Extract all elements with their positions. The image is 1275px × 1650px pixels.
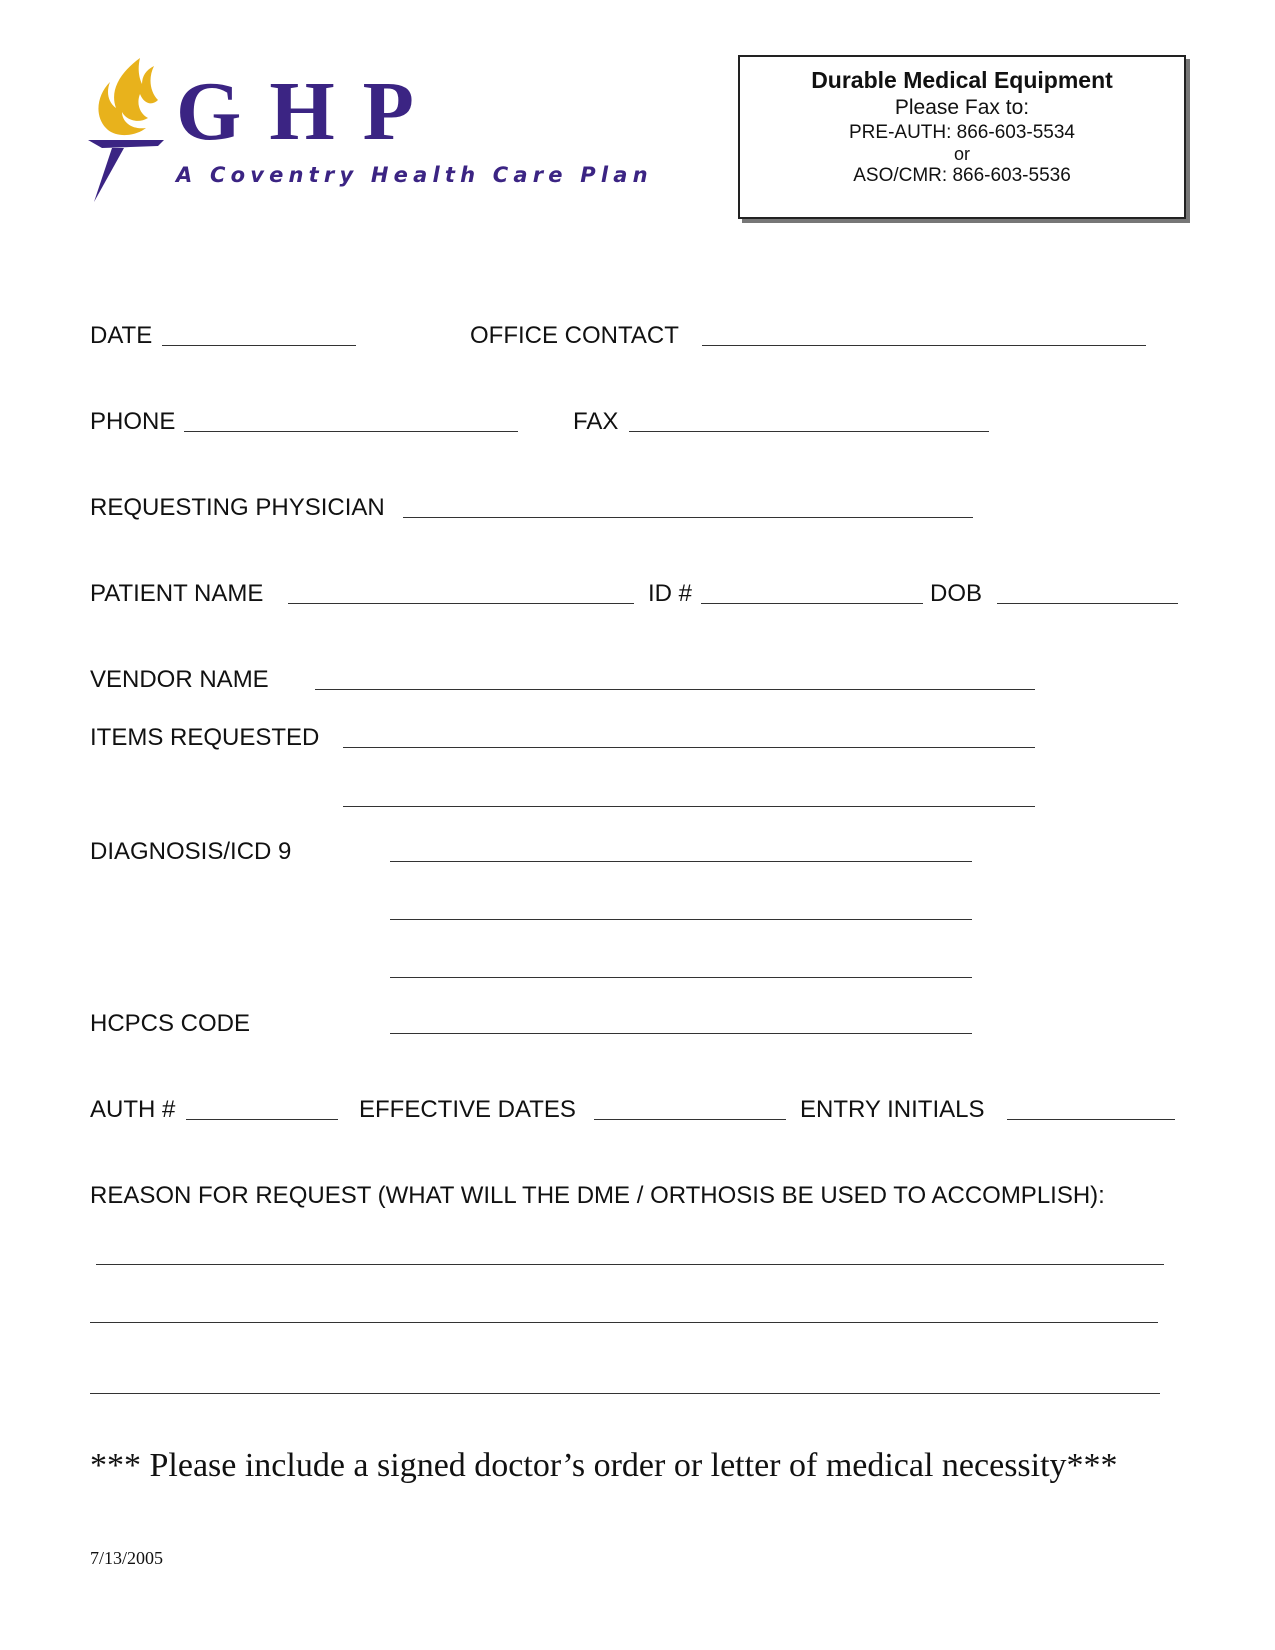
auth-line[interactable]: [186, 1119, 338, 1120]
effective-dates-label: EFFECTIVE DATES: [359, 1096, 576, 1123]
reason-line-3[interactable]: [90, 1393, 1160, 1394]
ghp-logo: [88, 56, 653, 206]
diagnosis-label: DIAGNOSIS/ICD 9: [90, 838, 292, 865]
aso-cmr-fax: ASO/CMR: 866-603-5536: [853, 165, 1071, 186]
office-contact-line[interactable]: [702, 345, 1146, 346]
pre-auth-fax: PRE-AUTH: 866-603-5534: [849, 122, 1075, 143]
hcpcs-code-label: HCPCS CODE: [90, 1010, 251, 1037]
items-requested-label: ITEMS REQUESTED: [90, 724, 320, 751]
office-contact-label: OFFICE CONTACT: [470, 322, 679, 349]
logo-tagline: A Coventry Health Care Plan: [176, 163, 653, 187]
fax-info-box: [738, 55, 1186, 219]
torch-flame-icon: [88, 56, 188, 206]
entry-initials-label: ENTRY INITIALS: [800, 1096, 985, 1123]
effective-dates-line[interactable]: [594, 1119, 786, 1120]
fax-label: FAX: [573, 408, 619, 435]
fax-box-title: Durable Medical Equipment: [811, 67, 1113, 93]
phone-line[interactable]: [184, 431, 518, 432]
hcpcs-code-line[interactable]: [390, 1033, 972, 1034]
logo-letters: GHP: [176, 65, 442, 158]
requesting-physician-label: REQUESTING PHYSICIAN: [90, 494, 385, 521]
entry-initials-line[interactable]: [1007, 1119, 1175, 1120]
reason-line-1[interactable]: [96, 1264, 1164, 1265]
items-requested-line-1[interactable]: [343, 747, 1035, 748]
fax-box-subtitle: Please Fax to:: [894, 96, 1030, 119]
patient-name-label: PATIENT NAME: [90, 580, 264, 607]
diagnosis-line-1[interactable]: [390, 861, 972, 862]
reason-label: REASON FOR REQUEST (WHAT WILL THE DME / ORTHOSIS BE USED TO ACCOMPLISH):: [90, 1182, 1105, 1209]
vendor-name-line[interactable]: [315, 689, 1035, 690]
diagnosis-line-2[interactable]: [390, 919, 972, 920]
vendor-name-label: VENDOR NAME: [90, 666, 269, 693]
form-revision-date: 7/13/2005: [90, 1548, 164, 1568]
signed-order-notice: *** Please include a signed doctor’s order or letter of medical necessity***: [90, 1447, 1118, 1484]
dob-label: DOB: [930, 580, 983, 607]
fax-line[interactable]: [629, 431, 989, 432]
fax-or: or: [953, 144, 970, 164]
dob-line[interactable]: [997, 603, 1178, 604]
id-line[interactable]: [701, 603, 923, 604]
requesting-physician-line[interactable]: [403, 517, 973, 518]
diagnosis-line-3[interactable]: [390, 977, 972, 978]
items-requested-line-2[interactable]: [343, 806, 1035, 807]
date-line[interactable]: [162, 345, 356, 346]
auth-label: AUTH #: [90, 1096, 176, 1123]
patient-name-line[interactable]: [288, 603, 634, 604]
id-label: ID #: [648, 580, 693, 607]
phone-label: PHONE: [90, 408, 176, 435]
date-label: DATE: [90, 322, 153, 349]
reason-line-2[interactable]: [90, 1322, 1158, 1323]
